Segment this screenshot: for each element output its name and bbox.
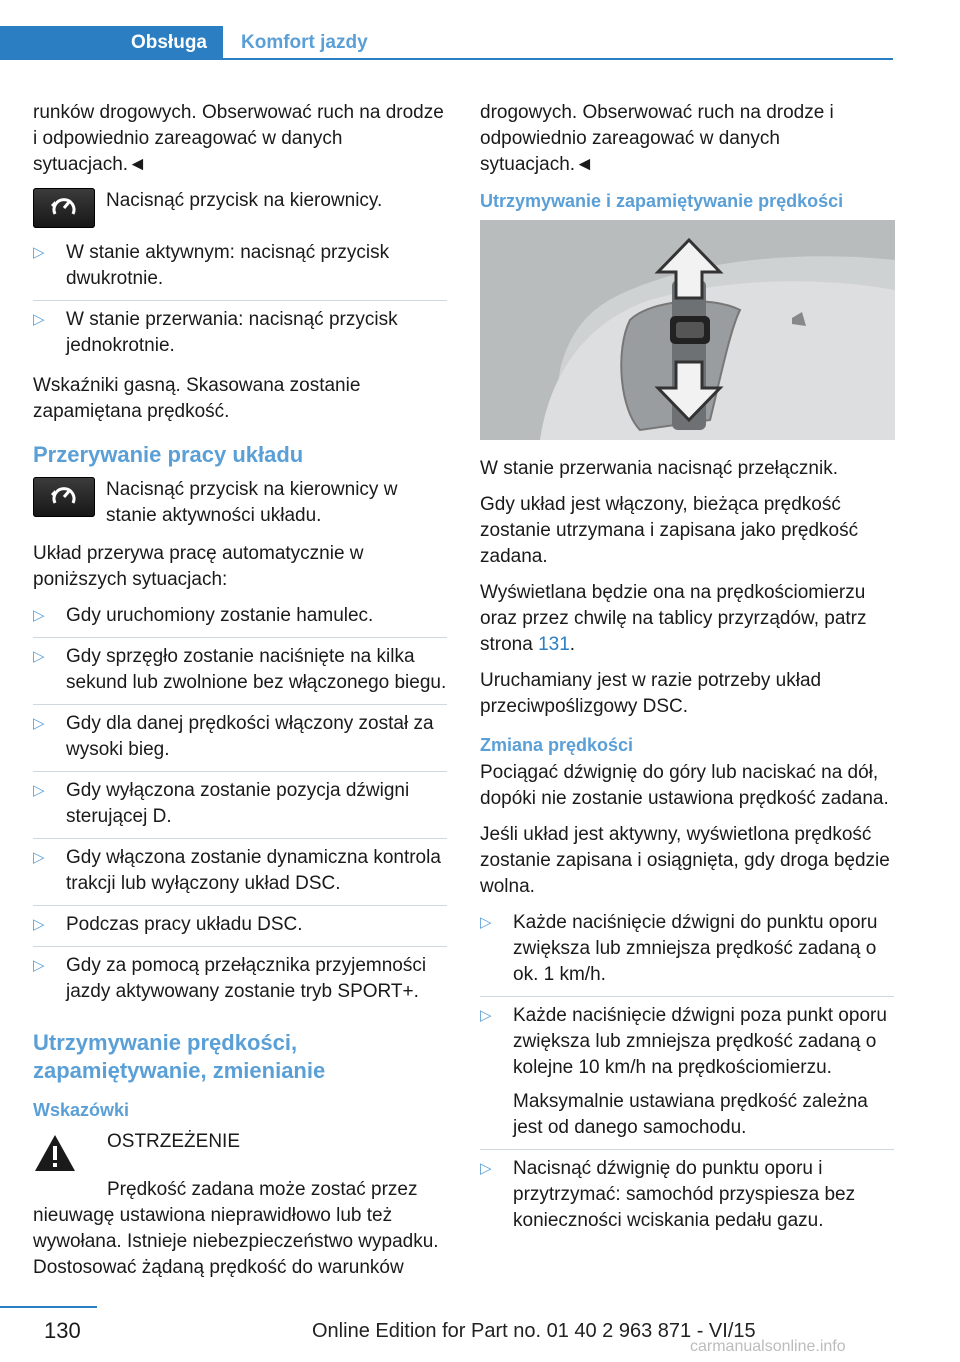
list-item: ▷ W stanie aktywnym: nacisnąć przycisk dwukrotnie. <box>33 240 447 301</box>
paragraph-dsc: Uruchamiany jest w razie potrzeby układ przeciwpoślizgowy DSC. <box>480 670 822 717</box>
steering-wheel-lever-image <box>480 220 895 440</box>
list-item: ▷ Gdy uruchomiony zostanie hamulec. <box>33 603 447 638</box>
heading-hold-store-change: Utrzymywanie prędkości, zapamiętywanie, zmienianie <box>33 1030 326 1083</box>
button-instruction-2-text: Nacisnąć przycisk na kierownicy w stanie aktywności układu. <box>106 479 398 526</box>
heading-change-speed: Zmiana prędkości <box>480 735 634 755</box>
list-item: ▷ Gdy wyłączona zostanie pozycja dźwigni sterującej D. <box>33 778 447 839</box>
list-item: ▷ Każde naciśnięcie dźwigni poza punkt oporu zwiększa lub zmniejsza prędkość zadaną o kolejne 10 km/h na prędkościomierzu. Maksymalnie ustawiana prędkość zależna jest od danego samochodu. <box>480 1003 894 1150</box>
paragraph-display: Wyświetlana będzie ona na prędkościomierzu oraz przez chwilę na tablicy przyrządów, patrz strona 131. <box>480 582 867 655</box>
warning-text: Prędkość zadana może zostać przez nieuwagę ustawiona nieprawidłowo lub też wywołana. Istnieje niebezpieczeństwo wypadku. Dostosować żądaną prędkość do warunków <box>33 1179 439 1278</box>
cruise-control-button-icon <box>33 188 95 228</box>
list-item: ▷ Gdy sprzęgło zostanie naciśnięte na kilka sekund lub zwolnione bez włączonego biegu. <box>33 644 447 705</box>
paragraph-auto-interrupt: Układ przerywa pracę automatycznie w poniższych sytuacjach: <box>33 543 364 590</box>
paragraph-intro: runków drogowych. Obserwować ruch na drodze i odpowiednio zareagować w danych sytuacjach.◄ <box>33 102 444 175</box>
page-link-131[interactable]: 131 <box>538 634 570 655</box>
list-item: ▷ Gdy włączona zostanie dynamiczna kontrola trakcji lub wyłączony układ DSC. <box>33 845 447 906</box>
paragraph-indicators: Wskaźniki gasną. Skasowana zostanie zapamiętana prędkość. <box>33 375 361 422</box>
tab-komfort-jazdy[interactable]: Komfort jazdy <box>223 26 893 60</box>
heading-interrupt: Przerywanie pracy układu <box>33 442 304 467</box>
button-instruction-1-text: Nacisnąć przycisk na kierownicy. <box>106 190 383 211</box>
button-instruction-1 <box>33 188 447 228</box>
edition-footer: Online Edition for Part no. 01 40 2 963 871 - VI/15 <box>312 1320 756 1342</box>
list-item: ▷ W stanie przerwania: nacisnąć przycisk jednokrotnie. <box>33 307 447 367</box>
warning-title: OSTRZEŻENIE <box>107 1131 241 1152</box>
warning-box <box>33 1129 447 1173</box>
list-item: ▷ Gdy dla danej prędkości włączony został za wysoki bieg. <box>33 711 447 772</box>
list-item-note: Maksymalnie ustawiana prędkość zależna jest od danego samochodu. <box>513 1091 868 1138</box>
tab-obsluga[interactable]: Obsługa <box>0 26 223 60</box>
page-number: 130 <box>44 1318 81 1343</box>
list-item: ▷ Nacisnąć dźwignię do punktu oporu i przytrzymać: samochód przyspiesza bez konieczności wciskania pedału gazu. <box>480 1156 894 1242</box>
watermark: carmanualsonline.info <box>690 1338 846 1355</box>
list-auto-interrupt <box>33 603 447 1013</box>
paragraph-continued: drogowych. Obserwować ruch na drodze i odpowiednio zareagować w danych sytuacjach.◄ <box>480 102 834 175</box>
list-item: ▷ Gdy za pomocą przełącznika przyjemności jazdy aktywowany zostanie tryb SPORT+. <box>33 953 447 1013</box>
warning-triangle-icon <box>33 1133 77 1173</box>
left-column <box>33 100 447 1291</box>
list-lever-actions <box>480 910 894 1242</box>
paragraph-active: Gdy układ jest włączony, bieżąca prędkość zostanie utrzymana i zapisana jako prędkość zadana. <box>480 494 859 567</box>
paragraph-saved: Jeśli układ jest aktywny, wyświetlona prędkość zostanie zapisana i osiągnięta, gdy droga będzie wolna. <box>480 824 890 897</box>
button-instruction-2 <box>33 477 447 529</box>
header-tabs <box>0 26 893 60</box>
list-item: ▷ Każde naciśnięcie dźwigni do punktu oporu zwiększa lub zmniejsza prędkość zadaną o ok. 1 km/h. <box>480 910 894 997</box>
list-button-press <box>33 240 447 367</box>
right-column <box>480 100 894 1248</box>
heading-notes: Wskazówki <box>33 1100 130 1120</box>
paragraph-lever: Pociągać dźwignię do góry lub naciskać na dół, dopóki nie zostanie ustawiona prędkość zadana. <box>480 762 889 809</box>
paragraph-press-switch: W stanie przerwania nacisnąć przełącznik. <box>480 458 838 479</box>
cruise-control-button-icon <box>33 477 95 517</box>
list-item: ▷ Podczas pracy układu DSC. <box>33 912 447 947</box>
page-number-rule <box>0 1306 97 1308</box>
heading-hold-store: Utrzymywanie i zapamiętywanie prędkości <box>480 191 844 211</box>
